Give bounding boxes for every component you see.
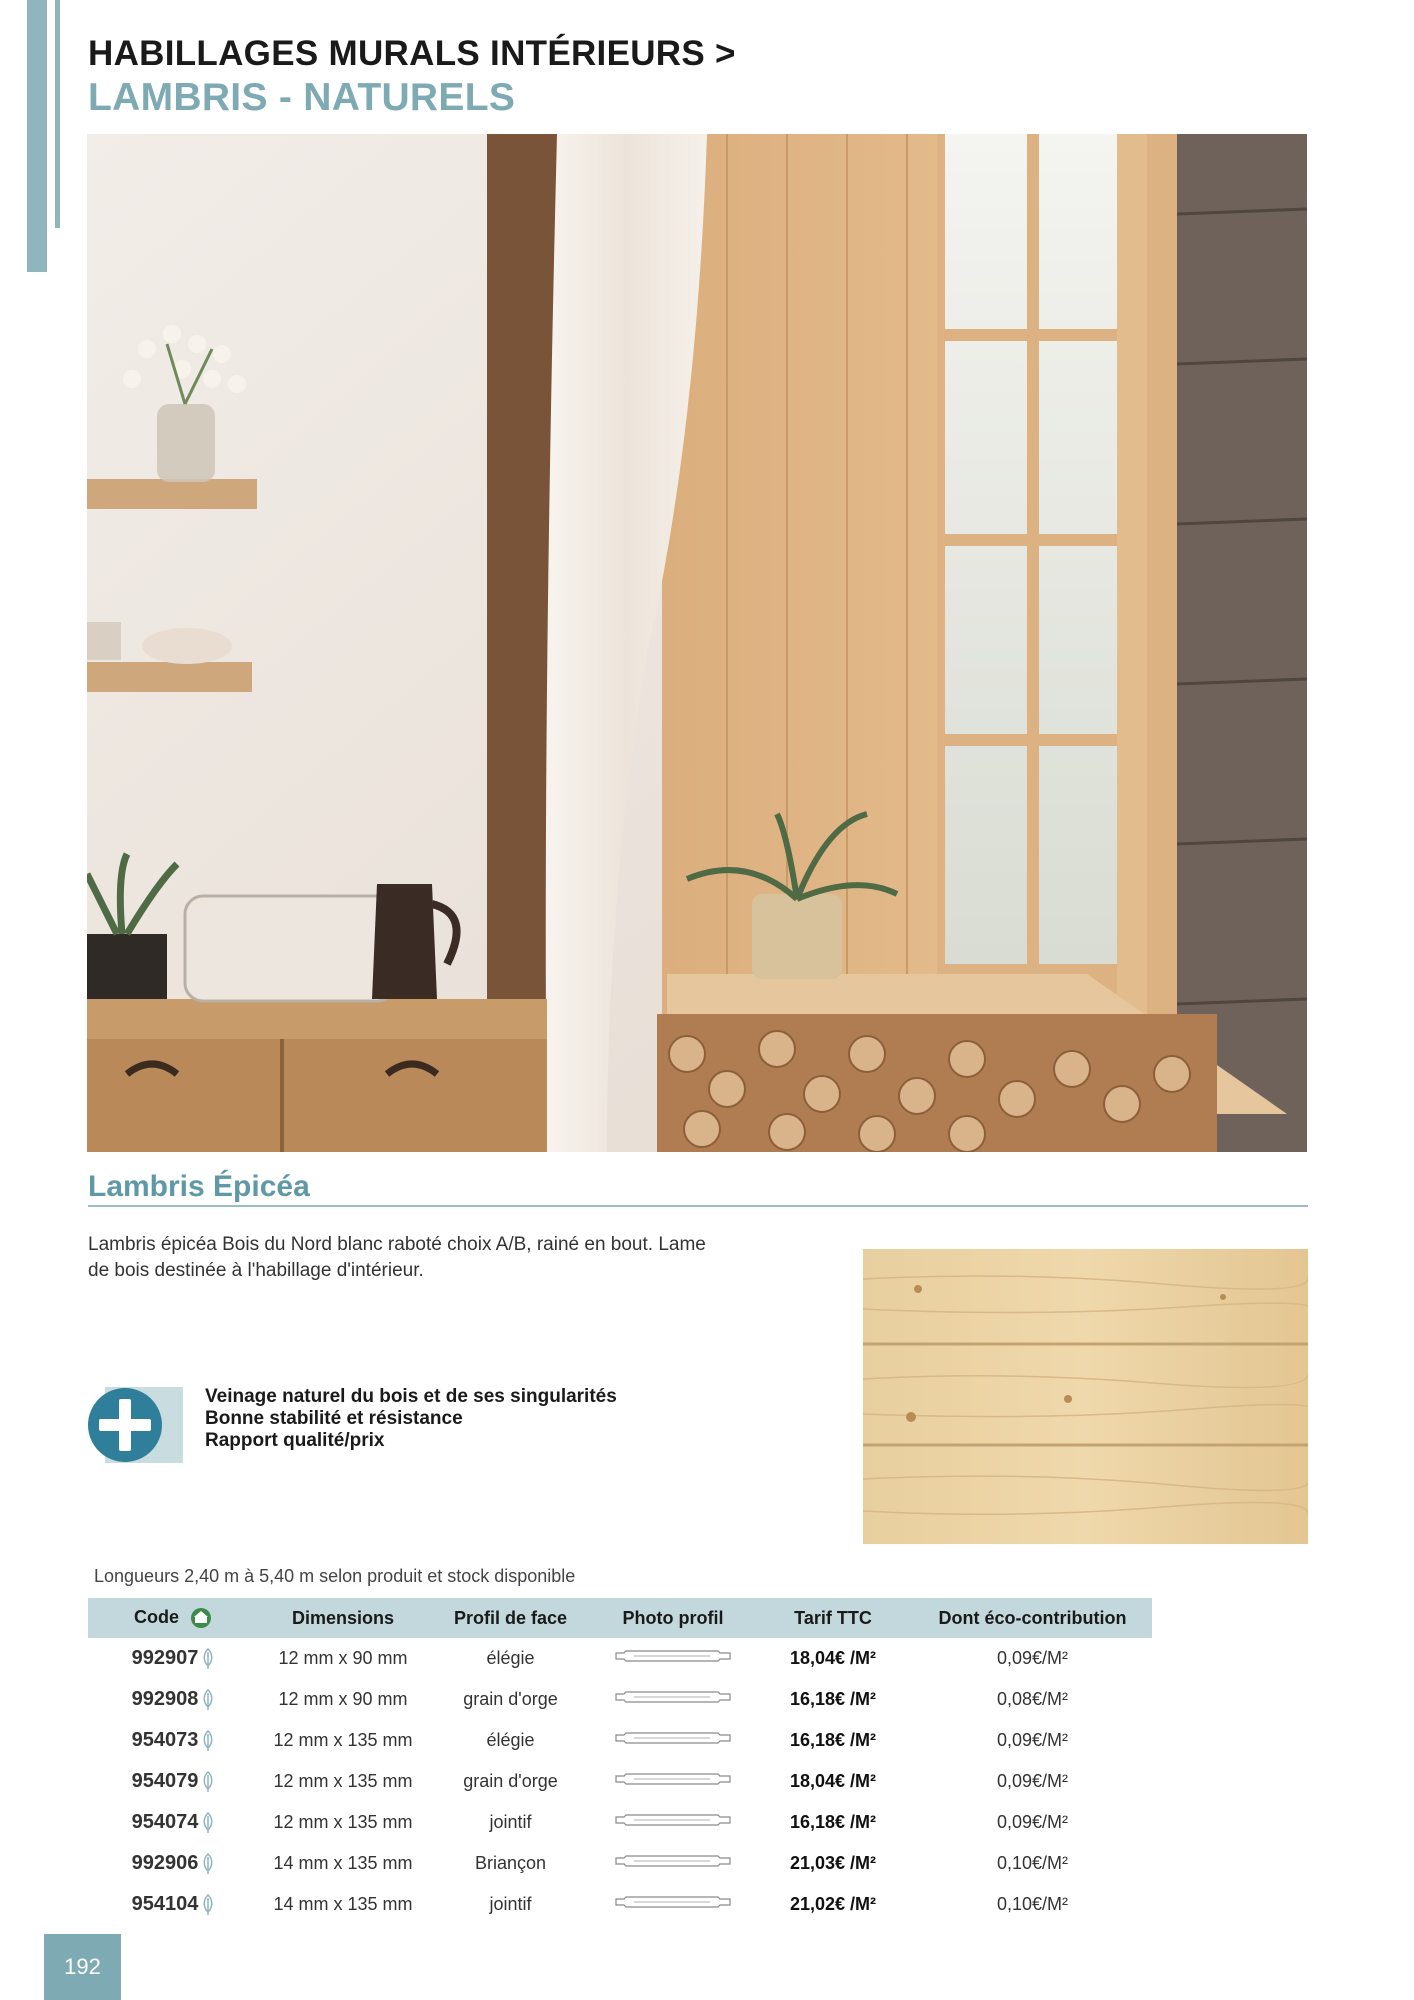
page-number: 192 <box>44 1934 121 2000</box>
cell-eco: 0,10€/M² <box>996 1894 1069 1914</box>
page-title: HABILLAGES MURALS INTÉRIEURS > <box>88 34 736 73</box>
cell-profile: élégie <box>486 1648 535 1668</box>
cell-price: 16,18€ /M² <box>789 1689 877 1709</box>
cell-code <box>88 1843 258 1884</box>
eco-badge-icon <box>190 1607 212 1629</box>
decorative-bar <box>27 0 47 272</box>
cell-code <box>88 1884 258 1925</box>
leaf-icon <box>202 1812 214 1834</box>
cell-photo <box>593 1679 753 1720</box>
cell-code <box>88 1761 258 1802</box>
leaf-icon <box>202 1894 214 1916</box>
cell-photo <box>593 1802 753 1843</box>
product-description: Lambris épicéa Bois du Nord blanc raboté choix A/B, rainé en bout. Lame de bois destinée à l'habillage d'intérieur. <box>88 1234 706 1281</box>
cell-photo <box>593 1761 753 1802</box>
cell-photo <box>593 1884 753 1925</box>
cell-price: 18,04€ /M² <box>789 1771 877 1791</box>
table-row <box>88 1638 1152 1679</box>
profile-drawing-icon <box>614 1730 732 1746</box>
table-row <box>88 1843 1152 1884</box>
feature-item: Bonne stabilité et résistance <box>205 1408 463 1429</box>
cell-eco: 0,08€/M² <box>996 1689 1069 1709</box>
cell-eco: 0,09€/M² <box>996 1812 1069 1832</box>
cell-photo <box>593 1843 753 1884</box>
product-code: 954073 <box>131 1729 199 1751</box>
cell-price: 16,18€ /M² <box>789 1812 877 1832</box>
cell-photo <box>593 1720 753 1761</box>
cell-code <box>88 1638 258 1679</box>
product-title: Lambris Épicéa <box>88 1170 310 1203</box>
hero-interior-photo <box>87 134 1307 1152</box>
feature-item: Rapport qualité/prix <box>205 1430 385 1451</box>
cell-profile: grain d'orge <box>463 1771 558 1791</box>
cell-profile: grain d'orge <box>463 1689 558 1709</box>
cell-eco: 0,10€/M² <box>996 1853 1069 1873</box>
profile-drawing-icon <box>614 1771 732 1787</box>
leaf-icon <box>202 1730 214 1752</box>
feature-list <box>205 1386 617 1452</box>
cell-eco: 0,09€/M² <box>996 1730 1069 1750</box>
product-table <box>88 1598 1152 1925</box>
cell-price: 18,04€ /M² <box>789 1648 877 1668</box>
cell-code <box>88 1679 258 1720</box>
cell-photo <box>593 1638 753 1679</box>
cell-dimensions: 12 mm x 135 mm <box>273 1771 413 1791</box>
profile-drawing-icon <box>614 1648 732 1664</box>
lengths-note: Longueurs 2,40 m à 5,40 m selon produit et stock disponible <box>94 1566 576 1586</box>
cell-eco: 0,09€/M² <box>996 1771 1069 1791</box>
leaf-icon <box>202 1771 214 1793</box>
cell-dimensions: 12 mm x 135 mm <box>273 1730 413 1750</box>
col-dimensions: Dimensions <box>258 1598 428 1638</box>
cell-dimensions: 12 mm x 90 mm <box>278 1648 408 1668</box>
plus-icon <box>87 1387 183 1463</box>
table-row <box>88 1884 1152 1925</box>
col-eco: Dont éco-contribution <box>913 1598 1152 1638</box>
profile-drawing-icon <box>614 1689 732 1705</box>
cell-profile: élégie <box>486 1730 535 1750</box>
leaf-icon <box>202 1648 214 1670</box>
feature-item: Veinage naturel du bois et de ses singularités <box>205 1386 617 1407</box>
col-profile: Profil de face <box>428 1598 593 1638</box>
leaf-icon <box>202 1853 214 1875</box>
col-code <box>88 1598 258 1638</box>
table-row <box>88 1679 1152 1720</box>
page-subtitle: LAMBRIS - NATURELS <box>88 76 516 119</box>
cell-eco: 0,09€/M² <box>996 1648 1069 1668</box>
col-photo: Photo profil <box>593 1598 753 1638</box>
cell-code <box>88 1802 258 1843</box>
product-code: 992906 <box>131 1852 199 1874</box>
table-row <box>88 1761 1152 1802</box>
profile-drawing-icon <box>614 1853 732 1869</box>
cell-profile: Briançon <box>474 1853 547 1873</box>
cell-price: 21,02€ /M² <box>789 1894 877 1914</box>
cell-dimensions: 12 mm x 135 mm <box>273 1812 413 1832</box>
profile-drawing-icon <box>614 1894 732 1910</box>
table-header-row <box>88 1598 1152 1638</box>
product-code: 954079 <box>131 1770 199 1792</box>
product-code: 954074 <box>131 1811 199 1833</box>
cell-dimensions: 14 mm x 135 mm <box>273 1894 413 1914</box>
decorative-bar-thin <box>55 0 60 228</box>
leaf-icon <box>202 1689 214 1711</box>
table-row <box>88 1802 1152 1843</box>
col-code-label: Code <box>133 1606 179 1627</box>
cell-dimensions: 14 mm x 135 mm <box>273 1853 413 1873</box>
cell-code <box>88 1720 258 1761</box>
cell-price: 21,03€ /M² <box>789 1853 877 1873</box>
col-price: Tarif TTC <box>753 1598 913 1638</box>
cell-profile: jointif <box>489 1894 532 1914</box>
product-code: 992907 <box>131 1647 199 1669</box>
cell-profile: jointif <box>489 1812 532 1832</box>
cell-price: 16,18€ /M² <box>789 1730 877 1750</box>
profile-drawing-icon <box>614 1812 732 1828</box>
cell-dimensions: 12 mm x 90 mm <box>278 1689 408 1709</box>
product-code: 992908 <box>131 1688 199 1710</box>
section-divider <box>88 1205 1308 1207</box>
wood-sample-photo <box>863 1249 1308 1544</box>
table-row <box>88 1720 1152 1761</box>
product-code: 954104 <box>131 1893 199 1915</box>
